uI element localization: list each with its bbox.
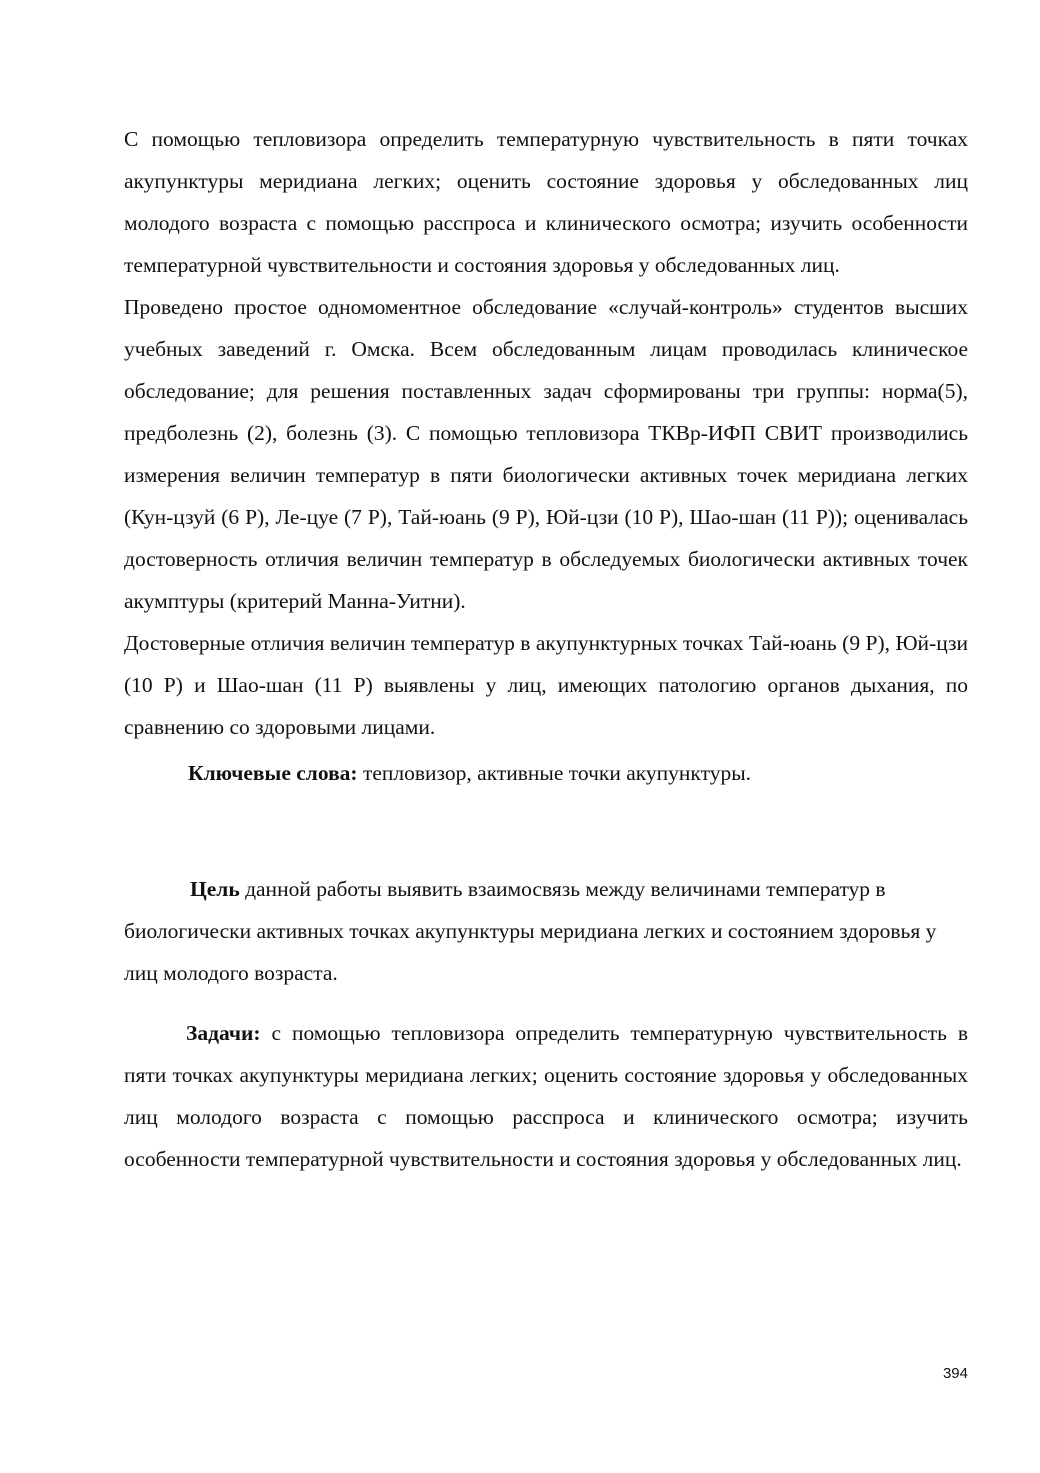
keywords-text: тепловизор, активные точки акупунктуры. — [357, 761, 752, 785]
page-number: 394 — [942, 1365, 968, 1382]
tasks-paragraph — [124, 1012, 968, 1180]
keywords-label: Ключевые слова: — [188, 761, 358, 785]
tasks-text: с помощью тепловизора определить температурную чувствительность в пяти точках акупунктуры меридиана легких; оценить состояние здоровья у обследованных лиц молодого возраста с помощью расспроса и клинического осмотра; изучить особенности температурной чувствительности и состояния здоровья у обследованных лиц. — [124, 1021, 968, 1171]
goal-text: данной работы выявить взаимосвязь между величинами температур в биологически активных точках акупунктуры меридиана легких и состоянием здоровья у лиц молодого возраста. — [124, 877, 937, 985]
goal-label: Цель — [190, 877, 240, 901]
page-content — [124, 118, 968, 1180]
abstract-paragraph-2: Проведено простое одномоментное обследование «случай-контроль» студентов высших учебных заведений г. Омска. Всем обследованным лицам проводилась клиническое обследование; для решения поставленных задач сформированы три группы: норма(5), предболезнь (2), болезнь (3). С помощью тепловизора ТКВр-ИФП СВИТ производились измерения величин температур в пяти биологически активных точек меридиана легких (Кун-цзуй (6 Р), Ле-цуе (7 Р), Тай-юань (9 Р), Юй-цзи (10 Р), Шао-шан (11 Р)); оценивалась достоверность отличия величин температур в обследуемых биологически активных точек акумптуры (критерий Манна-Уитни). — [124, 295, 968, 613]
abstract-paragraph-3: Достоверные отличия величин температур в акупунктурных точках Тай-юань (9 Р), Юй-цзи (10 Р) и Шао-шан (11 Р) выявлены у лиц, имеющих патологию органов дыхания, по сравнению со здоровыми лицами. — [124, 631, 968, 739]
abstract-paragraph-1: С помощью тепловизора определить температурную чувствительность в пяти точках акупунктуры меридиана легких; оценить состояние здоровья у обследованных лиц молодого возраста с помощью расспроса и клинического осмотра; изучить особенности температурной чувствительности и состояния здоровья у обследованных лиц. — [124, 127, 968, 277]
keywords-paragraph — [124, 752, 968, 794]
tasks-label: Задачи: — [186, 1021, 261, 1045]
goal-paragraph — [124, 868, 964, 994]
